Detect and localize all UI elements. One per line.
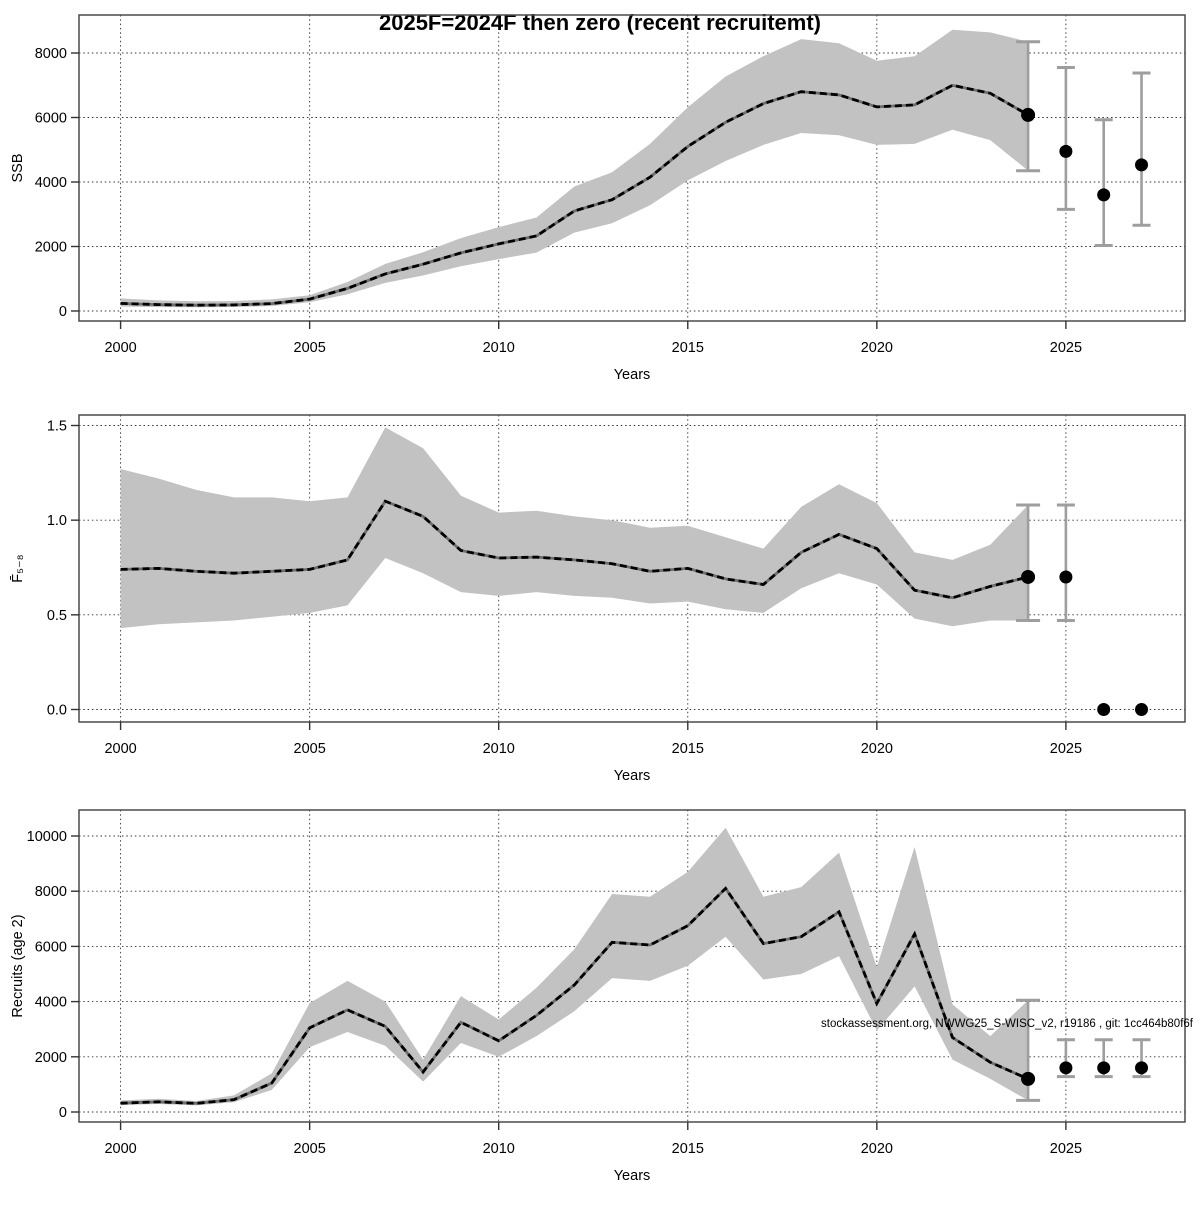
ssb-x-tick-label: 2025 xyxy=(1049,340,1083,356)
ssb-y-tick-label: 2000 xyxy=(34,239,67,256)
recruits-forecast-point-2026 xyxy=(1097,1061,1110,1074)
recruits-x-axis-title: Years xyxy=(613,1168,651,1184)
fbar-y-axis-title: F̄₅₋₈ xyxy=(10,554,26,583)
ssb-x-tick-label: 2000 xyxy=(104,340,137,356)
ssb-forecast-point-2027 xyxy=(1135,158,1148,171)
fbar-y-tick-label: 1.5 xyxy=(46,418,67,435)
ssb-confidence-band xyxy=(121,30,1029,308)
fbar-forecast-point-2027 xyxy=(1135,703,1148,716)
recruits-panel xyxy=(10,810,1185,1184)
ssb-y-tick-label: 8000 xyxy=(34,46,67,62)
ssb-forecast-point-2026 xyxy=(1097,188,1110,201)
fbar-confidence-band xyxy=(121,427,1029,628)
ssb-forecast-error-bar-2025 xyxy=(1057,68,1075,210)
ssb-x-tick-label: 2010 xyxy=(482,340,515,356)
recruits-y-axis-title: Recruits (age 2) xyxy=(10,914,26,1018)
ssb-terminal-point xyxy=(1021,108,1035,122)
fbar-forecast-point-2026 xyxy=(1097,703,1110,716)
recruits-forecast-point-2025 xyxy=(1059,1061,1072,1074)
fbar-terminal-point xyxy=(1021,570,1035,584)
fbar-x-axis-title: Years xyxy=(613,768,651,784)
ssb-x-tick-label: 2015 xyxy=(671,340,704,356)
fbar-panel xyxy=(10,415,1185,784)
stockassessment-watermark: stockassessment.org, NWWG25_S-WISC_v2, r19186 , git: 1cc464b80f6f xyxy=(821,1018,1193,1030)
fbar-x-tick-label: 2000 xyxy=(104,741,137,757)
recruits-forecast-point-2027 xyxy=(1135,1061,1148,1074)
ssb-forecast-error-bar-2026 xyxy=(1095,120,1113,246)
ssb-panel xyxy=(10,15,1185,383)
ssb-y-tick-label: 4000 xyxy=(34,175,67,191)
ssb-forecast-error-bar-2027 xyxy=(1133,73,1151,225)
fbar-x-tick-label: 2020 xyxy=(860,741,893,757)
recruits-x-tick-label: 2015 xyxy=(671,1141,704,1157)
recruits-x-tick-label: 2025 xyxy=(1049,1141,1083,1157)
fbar-y-tick-label: 1.0 xyxy=(46,513,67,530)
fbar-forecast-point-2025 xyxy=(1059,570,1072,583)
fbar-x-tick-label: 2015 xyxy=(671,741,704,757)
recruits-x-tick-label: 2005 xyxy=(293,1141,326,1157)
recruits-y-tick-label: 0 xyxy=(58,1105,67,1121)
ssb-y-axis-title: SSB xyxy=(10,153,26,183)
recruits-y-tick-label: 2000 xyxy=(34,1049,67,1066)
ssb-x-axis-title: Years xyxy=(613,367,651,383)
fbar-x-tick-label: 2010 xyxy=(482,741,515,757)
fbar-x-tick-label: 2025 xyxy=(1049,741,1083,757)
ssb-y-tick-label: 6000 xyxy=(34,110,67,127)
fbar-x-tick-label: 2005 xyxy=(293,741,326,757)
fbar-y-tick-label: 0.0 xyxy=(46,702,67,719)
figure-title: 2025F=2024F then zero (recent recruitemt) xyxy=(378,10,822,35)
panels-group xyxy=(10,15,1185,1184)
recruits-confidence-band xyxy=(121,828,1029,1106)
recruits-x-tick-label: 2000 xyxy=(104,1141,137,1157)
recruits-y-tick-label: 6000 xyxy=(34,939,67,956)
recruits-y-tick-label: 4000 xyxy=(34,994,67,1011)
fbar-forecast-error-bar-2025 xyxy=(1057,505,1075,620)
recruits-y-tick-label: 8000 xyxy=(34,884,67,901)
ssb-y-tick-label: 0 xyxy=(58,304,67,320)
recruits-x-tick-label: 2020 xyxy=(860,1141,893,1157)
ssb-x-tick-label: 2005 xyxy=(293,340,326,356)
fbar-y-tick-label: 0.5 xyxy=(46,607,67,624)
recruits-terminal-point xyxy=(1021,1072,1035,1086)
ssb-forecast-point-2025 xyxy=(1059,145,1072,158)
recruits-x-tick-label: 2010 xyxy=(482,1141,515,1157)
recruits-y-tick-label: 10000 xyxy=(26,829,67,845)
ssb-x-tick-label: 2020 xyxy=(860,340,893,356)
